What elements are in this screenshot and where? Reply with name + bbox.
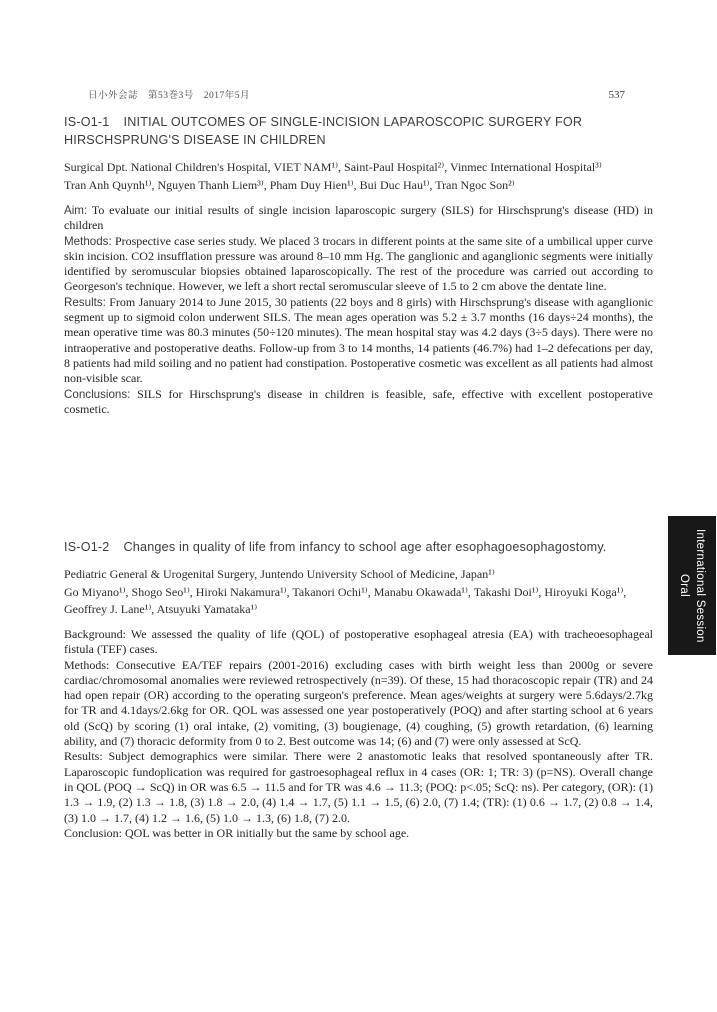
abstract-code: IS-O1-2 — [64, 540, 110, 554]
section-results — [64, 749, 653, 825]
section-text: We assessed the quality of life (QOL) of postoperative esophageal atresia (EA) with tracheoesophageal fistula (TEF) cases. — [64, 627, 653, 657]
section-label: Conclusions: — [64, 387, 131, 401]
section-results — [64, 295, 653, 387]
abstract-is-o1-1 — [64, 113, 653, 417]
section-text: To evaluate our initial results of single incision laparoscopic surgery (SILS) for Hirschsprung's disease (HD) in children — [64, 203, 653, 233]
section-text: Prospective case series study. We placed 3 trocars in different points at the same site of a umbilical upper curve skin incision. CO2 insufflation pressure was around 8–10 mm Hg. The ganglionic and aganglionic segments were initially identified by seromuscular biopsies obtained laparoscopically. The rest of the procedure was carried out according to Georgeson's technique. However, we left a short rectal seromuscular sleeve of 1.5 to 2 cm above the dentate line. — [64, 233, 653, 294]
page-header — [64, 87, 653, 101]
authors: Tran Anh Quynh¹⁾, Nguyen Thanh Liem³⁾, Pham Duy Hien¹⁾, Bui Duc Hau¹⁾, Tran Ngoc Son²⁾ — [64, 178, 515, 192]
section-text: Subject demographics were similar. There were 2 anastomotic leaks that resolved spontaneously after TR. Laparoscopic fundoplication was required for gastroesophageal reflux in 4 cases (OR: 1; TR: 3) (p=NS). Overall change in QOL (POQ → ScQ) in OR was 6.5 → 11.5 and for TR was 4.6 → 11.3; (POQ: p<.05; ScQ: ns). Per category, (OR): (1) 1.3 → 1.9, (2) 1.3 → 1.8, (3) 1.8 → 2.0, (4) 1.4 → 1.7, (5) 1.1 → 1.5, (6) 2.0, (7) 1.4; (TR): (1) 0.6 → 1.7, (2) 0.8 → 1.4, (3) 1.0 → 1.7, (4) 1.2 → 1.6, (5) 1.0 → 1.3, (6) 1.8, (7) 2.0. — [64, 749, 654, 825]
abstract-title-text: INITIAL OUTCOMES OF SINGLE-INCISION LAPAROSCOPIC SURGERY FOR HIRSCHSPRUNG'S DISEASE IN CHILDREN — [64, 115, 583, 147]
section-conclusion — [64, 826, 653, 841]
section-label: Background: — [64, 627, 126, 641]
session-tab-international-session-oral — [668, 516, 716, 655]
abstract-title — [64, 113, 653, 149]
section-aim — [64, 203, 653, 234]
page-number: 537 — [608, 89, 625, 101]
abstract-code: IS-O1-1 — [64, 115, 110, 129]
affiliations: Pediatric General & Urogenital Surgery, Juntendo University School of Medicine, Japan¹⁾ — [64, 567, 495, 581]
section-label: Conclusion: — [64, 825, 123, 840]
section-label: Methods: — [64, 234, 112, 248]
section-text: From January 2014 to June 2015, 30 patients (22 boys and 8 girls) with Hirschsprung's disease with aganglionic segment up to sigmoid colon underwent SILS. The mean ages operation was 5.2 ± 3.7 months (16 days÷24 months), the mean operative time was 80.3 minutes (50÷120 minutes). The mean hospital stay was 4.2 days (3÷5 days). There were no intraoperative and postoperative deaths. Follow-up from 3 to 14 months, 14 patients (46.7%) had 1–2 defecations per day, 8 patients had mild soiling and no patient had constipation. Postoperative cosmetic was excellent as all patients had almost non-visible scar. — [64, 294, 654, 386]
abstract-is-o1-2 — [64, 538, 653, 841]
section-label: Methods: — [64, 657, 110, 672]
section-label: Results: — [64, 749, 103, 764]
abstract-body — [64, 627, 653, 841]
section-label: Results: — [64, 295, 106, 309]
section-text: SILS for Hirschsprung's disease in children is feasible, safe, effective with excellent postoperative cosmetic. — [64, 386, 653, 416]
section-text: Consecutive EA/TEF repairs (2001-2016) excluding cases with birth weight less than 2000g or severe cardiac/chromosomal anomalies were reviewed retrospectively (n=39). Of these, 15 had thoracoscopic repair (TR) and 24 had open repair (OR) according to the operating surgeon's preference. Mean ages/weights at surgery were 5.6days/2.7kg for TR and 4.1days/2.6kg for OR. QOL was assessed one year postoperatively (POQ) and after starting school at 6 years old (ScQ) by scoring (1) oral intake, (2) vomiting, (3) bougienage, (4) coughing, (5) growth retardation, (6) learning ability, and (7) thoracic deformity from 0 to 2. Best outcome was 14; (6) and (7) were only assessed at ScQ. — [64, 657, 654, 749]
session-tab-line1: International Session — [694, 528, 706, 643]
session-tab-line2: Oral — [678, 574, 690, 597]
abstract-title — [64, 538, 653, 556]
section-conclusions — [64, 387, 653, 418]
section-background — [64, 627, 653, 658]
journal-info: 日小外会誌 第53巻3号 2017年5月 — [88, 91, 251, 101]
section-methods — [64, 234, 653, 295]
affiliations: Surgical Dpt. National Children's Hospital, VIET NAM¹⁾, Saint-Paul Hospital²⁾, Vinmec International Hospital³⁾ — [64, 160, 602, 174]
section-label: Aim: — [64, 204, 88, 217]
abstract-body — [64, 203, 653, 417]
session-tab-label — [676, 529, 708, 643]
abstract-title-text: Changes in quality of life from infancy to school age after esophagoesophagostomy. — [123, 540, 607, 554]
authors: Go Miyano¹⁾, Shogo Seo¹⁾, Hiroki Nakamura¹⁾, Takanori Ochi¹⁾, Manabu Okawada¹⁾, Takashi Doi¹⁾, Hiroyuki Koga¹⁾, Geoffrey J. Lane¹⁾, Atsuyuki Yamataka¹⁾ — [64, 585, 627, 616]
section-text: QOL was better in OR initially but the same by school age. — [125, 825, 410, 840]
section-methods — [64, 658, 653, 750]
